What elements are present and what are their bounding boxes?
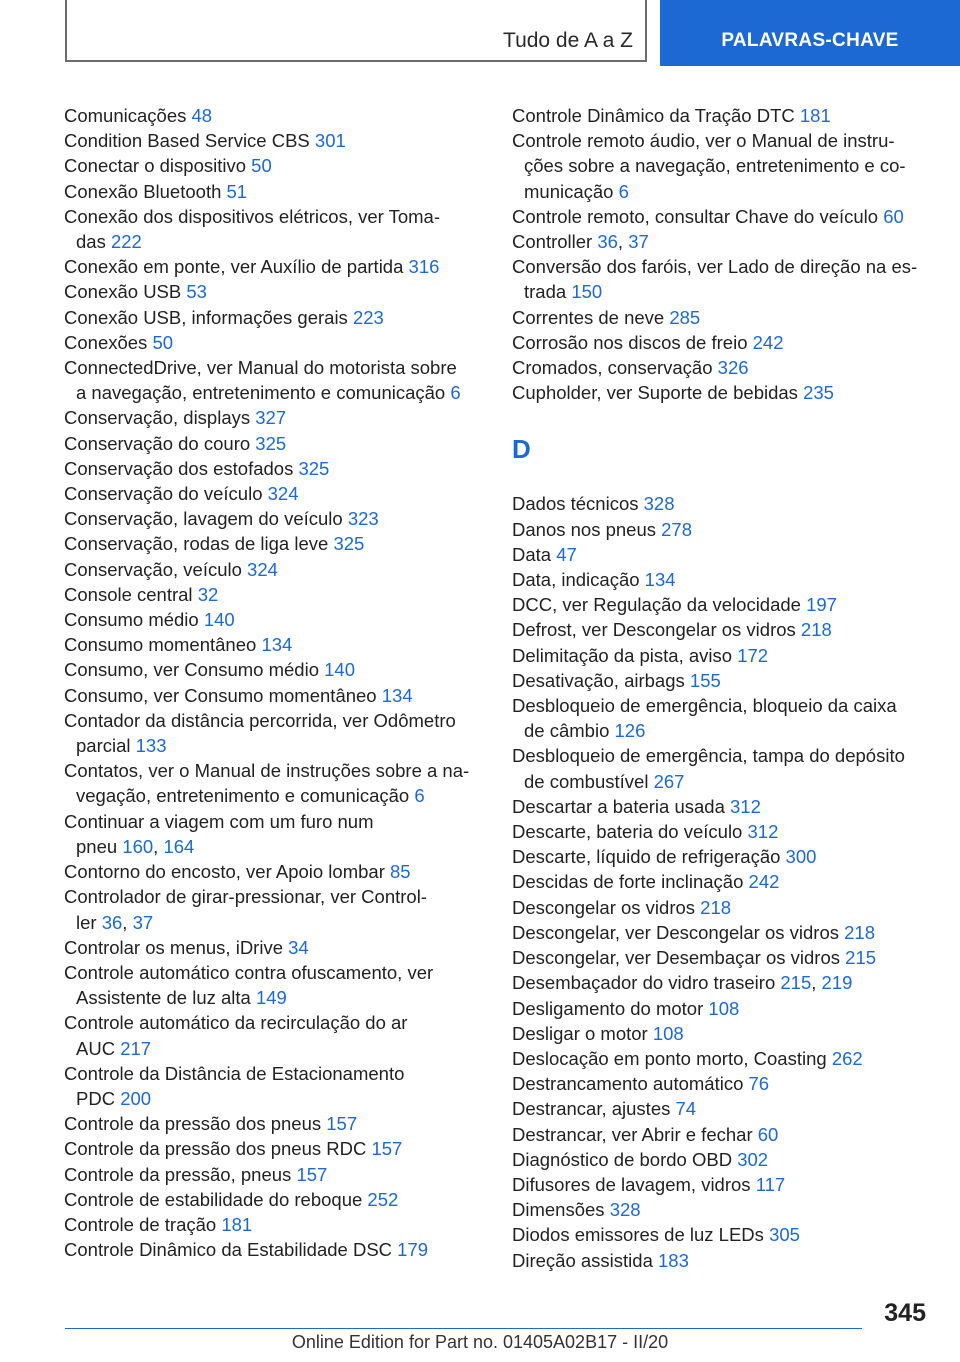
entry-term: Conservação, rodas de liga leve [64, 533, 329, 555]
page-reference-link[interactable]: 242 [752, 331, 784, 353]
index-entry [512, 355, 932, 380]
index-entry [64, 456, 484, 481]
entry-term-continuation: trada [524, 281, 567, 303]
page-reference-link[interactable]: 316 [408, 256, 440, 278]
index-entry [512, 1071, 932, 1096]
entry-term: Consumo momentâneo [64, 634, 257, 656]
entry-term: Descongelar os vidros [512, 896, 696, 918]
page-reference-link[interactable]: 219 [821, 972, 853, 994]
page-reference-link[interactable]: 160 [122, 835, 154, 857]
index-entry [64, 1237, 484, 1262]
page-reference-link[interactable]: 278 [661, 518, 693, 540]
entry-term: Descarte, bateria do veículo [512, 821, 743, 843]
index-entry [64, 279, 484, 304]
entry-term-continuation: pneu [76, 835, 118, 857]
entry-term: Descidas de forte inclinação [512, 871, 744, 893]
page-reference-link[interactable]: 134 [644, 569, 676, 591]
index-entry [64, 431, 484, 456]
entry-term-continuation: municação [524, 180, 614, 202]
page-reference-link[interactable]: 325 [255, 432, 287, 454]
entry-term: Conservação, displays [64, 407, 251, 429]
entry-term: Descongelar, ver Desembaçar os vidros [512, 947, 841, 969]
entry-term: Condition Based Service CBS [64, 130, 310, 152]
index-entry [64, 1162, 484, 1187]
entry-term: Danos nos pneus [512, 518, 656, 540]
index-entry [512, 844, 932, 869]
index-entry [512, 1248, 932, 1273]
index-entry [64, 708, 484, 758]
entry-term: Conectar o dispositivo [64, 155, 247, 177]
page-reference-link[interactable]: 36 [597, 231, 618, 253]
entry-term: Controle automático contra ofuscamento, ver [64, 961, 434, 983]
page-reference-link[interactable]: 179 [397, 1239, 429, 1261]
entry-term: Diagnóstico de bordo OBD [512, 1148, 733, 1170]
entry-term: Cromados, conservação [512, 357, 713, 379]
page-reference-link[interactable]: 85 [390, 861, 411, 883]
entry-term: Conexão Bluetooth [64, 180, 222, 202]
page-reference-link[interactable]: 223 [352, 306, 384, 328]
page-reference-link[interactable]: 47 [556, 543, 577, 565]
index-entry [64, 405, 484, 430]
page-separator: , [811, 972, 822, 994]
index-entry [512, 970, 932, 995]
page-reference-link[interactable]: 60 [757, 1123, 779, 1145]
index-entry [64, 632, 484, 657]
index-entry [512, 380, 932, 405]
index-entry [64, 254, 484, 279]
page-reference-link[interactable]: 6 [414, 785, 425, 807]
page-reference-link[interactable]: 215 [845, 947, 877, 969]
entry-term: Continuar a viagem com um furo num [64, 810, 374, 832]
index-entry [64, 657, 484, 682]
index-entry [512, 517, 932, 542]
entry-term: ConnectedDrive, ver Manual do motorista sobre [64, 357, 457, 379]
section-header-box [65, 0, 647, 62]
index-entry [64, 305, 484, 330]
page-reference-link[interactable]: 6 [450, 382, 461, 404]
section-title: Tudo de A a Z [503, 29, 633, 52]
entry-term: Consumo, ver Consumo momentâneo [64, 684, 377, 706]
index-entry [64, 935, 484, 960]
index-entry [512, 542, 932, 567]
index-entry [64, 103, 484, 128]
page-reference-link[interactable]: 108 [652, 1022, 684, 1044]
entry-term: Defrost, ver Descongelar os vidros [512, 619, 796, 641]
page-reference-link[interactable]: 150 [571, 281, 603, 303]
page-reference-link[interactable]: 262 [831, 1047, 863, 1069]
index-entry [64, 153, 484, 178]
entry-term-continuation: parcial [76, 735, 131, 757]
entry-term: Controller [512, 231, 593, 253]
section-letter-d: D [512, 434, 531, 465]
index-entry [64, 859, 484, 884]
entry-term: Destrancar, ajustes [512, 1098, 671, 1120]
index-entry [64, 1061, 484, 1111]
entry-term: Direção assistida [512, 1249, 653, 1271]
entry-term-continuation: ler [76, 911, 97, 933]
entry-term: Controle remoto, consultar Chave do veículo [512, 205, 879, 227]
page-reference-link[interactable]: 312 [730, 795, 761, 817]
index-entry [512, 693, 932, 743]
index-entry [512, 204, 932, 229]
index-entry [512, 1096, 932, 1121]
index-entry [64, 809, 484, 859]
index-entry [64, 607, 484, 632]
page-reference-link[interactable]: 74 [675, 1098, 697, 1120]
entry-term: Controlador de girar-pressionar, ver Control‐ [64, 886, 427, 908]
index-entry [64, 179, 484, 204]
index-entry [64, 1111, 484, 1136]
entry-term: Desembaçador do vidro traseiro [512, 972, 776, 994]
keywords-tab-label: PALAVRAS-CHAVE [721, 30, 899, 51]
index-entry [512, 1172, 932, 1197]
index-entry [512, 643, 932, 668]
entry-term: Conservação, veículo [64, 558, 242, 580]
page-reference-link[interactable]: 252 [367, 1188, 399, 1210]
entry-term: Destrancamento automático [512, 1073, 744, 1095]
entry-term: Desligamento do motor [512, 997, 704, 1019]
index-entry [512, 996, 932, 1021]
entry-term: Difusores de lavagem, vidros [512, 1173, 751, 1195]
entry-term: Controle Dinâmico da Estabilidade DSC [64, 1239, 393, 1261]
entry-term: Conservação do veículo [64, 483, 263, 505]
entry-term: Conexão USB, informações gerais [64, 306, 348, 328]
entry-term-continuation: de câmbio [524, 720, 610, 742]
page-separator: , [122, 911, 133, 933]
page-reference-link[interactable]: 32 [197, 583, 219, 605]
index-entry [512, 229, 932, 254]
entry-term: Correntes de neve [512, 306, 665, 328]
page-header [0, 0, 960, 66]
page-reference-link[interactable]: 76 [748, 1073, 770, 1095]
page-reference-link[interactable]: 327 [255, 407, 287, 429]
entry-term: Controle de tração [64, 1213, 217, 1235]
entry-term-continuation: ções sobre a navegação, entretenimento e co‐ [524, 155, 906, 177]
entry-term: Consumo médio [64, 609, 199, 631]
page-reference-link[interactable]: 37 [132, 911, 154, 933]
page-reference-link[interactable]: 133 [135, 735, 167, 757]
page-reference-link[interactable]: 326 [717, 357, 749, 379]
entry-term: Contador da distância percorrida, ver Odômetro [64, 709, 456, 731]
page-reference-link[interactable]: 60 [883, 205, 904, 227]
page-reference-link[interactable]: 267 [653, 770, 685, 792]
entry-term: Controle da pressão, pneus [64, 1163, 292, 1185]
entry-term: DCC, ver Regulação da velocidade [512, 594, 801, 616]
page-reference-link[interactable]: 134 [261, 634, 293, 656]
entry-term: Delimitação da pista, aviso [512, 644, 733, 666]
entry-term-continuation: das [76, 231, 106, 253]
entry-term-continuation: AUC [76, 1037, 116, 1059]
page-reference-link[interactable]: 157 [326, 1113, 358, 1135]
entry-term: Conversão dos faróis, ver Lado de direção na es‐ [512, 256, 918, 278]
page-reference-link[interactable]: 51 [226, 180, 248, 202]
index-entry [64, 506, 484, 531]
page-reference-link[interactable]: 50 [251, 155, 272, 177]
index-entry [64, 355, 484, 405]
page-reference-link[interactable]: 53 [186, 281, 207, 303]
entry-term: Controle da Distância de Estacionamento [64, 1062, 405, 1084]
entry-term: Contorno do encosto, ver Apoio lombar [64, 861, 385, 883]
index-entry [512, 1147, 932, 1172]
index-entry [512, 1046, 932, 1071]
entry-term: Dados técnicos [512, 493, 639, 515]
index-entry [512, 920, 932, 945]
entry-term-continuation: a navegação, entretenimento e comunicação [76, 382, 446, 404]
entry-term: Conexão USB [64, 281, 182, 303]
entry-term: Conservação do couro [64, 432, 251, 454]
page-reference-link[interactable]: 222 [110, 231, 142, 253]
index-entry [512, 945, 932, 970]
page-reference-link[interactable]: 323 [347, 508, 379, 530]
entry-term-continuation: de combustível [524, 770, 649, 792]
index-entry [512, 1122, 932, 1147]
entry-term: Descarte, líquido de refrigeração [512, 846, 781, 868]
page-reference-link[interactable]: 215 [780, 972, 812, 994]
index-entry [64, 557, 484, 582]
entry-term: Comunicações [64, 105, 187, 126]
page-reference-link[interactable]: 325 [298, 457, 330, 479]
page-reference-link[interactable]: 50 [152, 331, 174, 353]
footer-rule [65, 1328, 862, 1329]
page-reference-link[interactable]: 218 [844, 921, 876, 943]
entry-term: Conexão dos dispositivos elétricos, ver Toma‐ [64, 205, 440, 227]
page-reference-link[interactable]: 36 [101, 911, 123, 933]
index-entry [512, 819, 932, 844]
page-reference-link[interactable]: 305 [769, 1224, 800, 1246]
entry-term: Data, indicação [512, 569, 640, 591]
entry-term-continuation: vegação, entretenimento e comunicação [76, 785, 410, 807]
page-reference-link[interactable]: 155 [689, 669, 721, 691]
entry-term: Desbloqueio de emergência, tampa do depósito [512, 745, 905, 767]
page-separator: , [617, 231, 629, 253]
entry-term: Conservação, lavagem do veículo [64, 508, 343, 530]
index-entry [64, 1136, 484, 1161]
footer-edition-text: Online Edition for Part no. 01405A02B17 - II/20 [291, 1332, 669, 1352]
page-number: 345 [884, 1299, 926, 1327]
index-entry [512, 1197, 932, 1222]
page-reference-link[interactable]: 324 [267, 483, 299, 505]
index-entry [64, 481, 484, 506]
index-entry [64, 683, 484, 708]
page-reference-link[interactable]: 164 [163, 835, 195, 857]
page-reference-link[interactable]: 242 [748, 871, 780, 893]
page-reference-link[interactable]: 218 [800, 619, 832, 641]
page-reference-link[interactable]: 172 [737, 644, 769, 666]
page-reference-link[interactable]: 48 [191, 105, 213, 126]
index-entry [512, 305, 932, 330]
page-reference-link[interactable]: 149 [255, 987, 287, 1009]
page-reference-link[interactable]: 181 [221, 1213, 253, 1235]
entry-term: Controle remoto áudio, ver o Manual de instru‐ [512, 130, 895, 152]
index-entry [64, 1010, 484, 1060]
page-reference-link[interactable]: 328 [643, 493, 675, 515]
index-group-c [512, 103, 932, 405]
page-reference-link[interactable]: 140 [203, 609, 235, 631]
entry-term: Controle Dinâmico da Tração DTC [512, 105, 795, 126]
entry-term: Diodos emissores de luz LEDs [512, 1224, 764, 1246]
entry-term: Data [512, 543, 552, 565]
entry-term: Conexão em ponte, ver Auxílio de partida [64, 256, 404, 278]
entry-term: Desbloqueio de emergência, bloqueio da caixa [512, 695, 897, 717]
entry-term: Dimensões [512, 1199, 605, 1221]
entry-term: Console central [64, 583, 193, 605]
page-reference-link[interactable]: 37 [628, 231, 649, 253]
index-entry [512, 794, 932, 819]
keywords-tab [660, 0, 960, 66]
entry-term: Contatos, ver o Manual de instruções sobre a na‐ [64, 760, 470, 782]
entry-term: Consumo, ver Consumo médio [64, 659, 319, 681]
entry-term: Controle automático da recirculação do ar [64, 1012, 408, 1034]
page-reference-link[interactable]: 34 [288, 936, 309, 958]
entry-term: Deslocação em ponto morto, Coasting [512, 1047, 827, 1069]
index-entry [512, 617, 932, 642]
index-entry [64, 758, 484, 808]
page-reference-link[interactable]: 301 [314, 130, 346, 152]
index-entry [64, 128, 484, 153]
page-reference-link[interactable]: 126 [614, 720, 646, 742]
page-reference-link[interactable]: 217 [120, 1037, 152, 1059]
index-column-left [64, 103, 484, 1262]
entry-term: Desativação, airbags [512, 669, 685, 691]
index-entry [512, 128, 932, 204]
index-entry [512, 330, 932, 355]
index-entry [512, 491, 932, 516]
entry-term: Conexões [64, 331, 148, 353]
index-entry [64, 884, 484, 934]
page-reference-link[interactable]: 6 [618, 180, 629, 202]
page-reference-link[interactable]: 325 [333, 533, 365, 555]
index-entry [64, 582, 484, 607]
index-entry [64, 330, 484, 355]
entry-term: Cupholder, ver Suporte de bebidas [512, 382, 798, 404]
entry-term: Controle de estabilidade do reboque [64, 1188, 363, 1210]
index-entry [512, 254, 932, 304]
index-entry [512, 895, 932, 920]
index-entry [512, 668, 932, 693]
index-entry [512, 103, 932, 128]
page-reference-link[interactable]: 300 [785, 846, 817, 868]
index-group-d [512, 491, 932, 1272]
entry-term: Destrancar, ver Abrir e fechar [512, 1123, 753, 1145]
entry-term: Corrosão nos discos de freio [512, 331, 748, 353]
index-entry [64, 531, 484, 556]
entry-term: Desligar o motor [512, 1022, 648, 1044]
entry-term: Conservação dos estofados [64, 457, 294, 479]
page-reference-link[interactable]: 157 [296, 1163, 328, 1185]
page-reference-link[interactable]: 134 [381, 684, 413, 706]
entry-term: Controlar os menus, iDrive [64, 936, 283, 958]
page-reference-link[interactable]: 108 [708, 997, 740, 1019]
index-entry [512, 869, 932, 894]
page-reference-link[interactable]: 285 [669, 306, 701, 328]
entry-term: Descartar a bateria usada [512, 795, 725, 817]
index-entry [64, 1212, 484, 1237]
entry-term: Controle da pressão dos pneus RDC [64, 1138, 367, 1160]
page-reference-link[interactable]: 181 [799, 105, 831, 126]
entry-term: Controle da pressão dos pneus [64, 1113, 322, 1135]
page-reference-link[interactable]: 235 [803, 382, 834, 404]
page-reference-link[interactable]: 302 [737, 1148, 769, 1170]
entry-term: Descongelar, ver Descongelar os vidros [512, 921, 839, 943]
index-entry [64, 1187, 484, 1212]
index-entry [512, 567, 932, 592]
page-reference-link[interactable]: 183 [658, 1249, 689, 1271]
index-entry [64, 960, 484, 1010]
page-reference-link[interactable]: 200 [120, 1087, 152, 1109]
page-reference-link[interactable]: 328 [609, 1199, 641, 1221]
index-entry [512, 592, 932, 617]
page-reference-link[interactable]: 140 [324, 659, 356, 681]
page-reference-link[interactable]: 117 [755, 1173, 786, 1195]
page-reference-link[interactable]: 218 [700, 896, 732, 918]
index-entry [512, 1222, 932, 1247]
page-reference-link[interactable]: 197 [806, 594, 837, 616]
page-reference-link[interactable]: 324 [247, 558, 278, 580]
index-entry [512, 1021, 932, 1046]
entry-term-continuation: Assistente de luz alta [76, 987, 251, 1009]
index-entry [64, 204, 484, 254]
page-reference-link[interactable]: 157 [371, 1138, 403, 1160]
page-separator: , [153, 835, 164, 857]
page-reference-link[interactable]: 312 [747, 821, 779, 843]
entry-term-continuation: PDC [76, 1087, 116, 1109]
index-entry [512, 743, 932, 793]
index-column-right [512, 103, 932, 1273]
